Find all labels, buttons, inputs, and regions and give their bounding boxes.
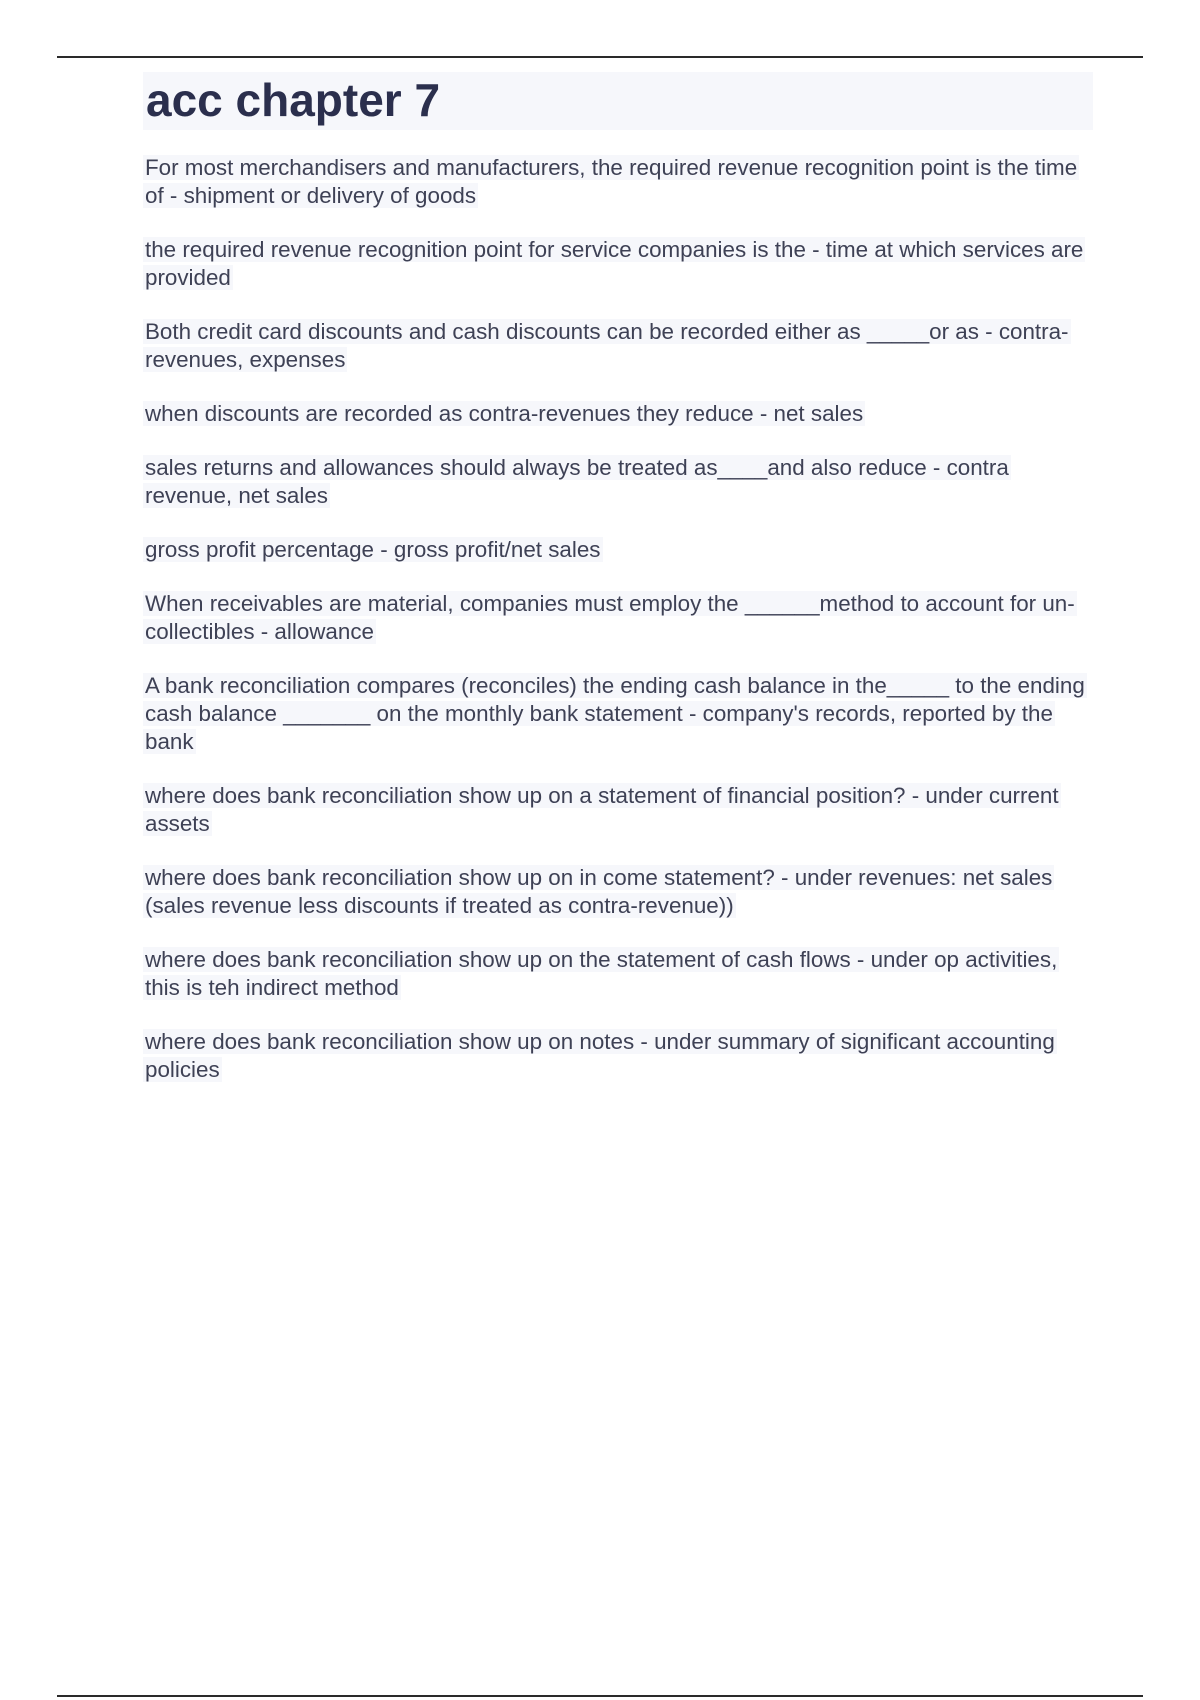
- flashcard: [143, 946, 1093, 1002]
- flashcard-text: when discounts are recorded as contra-revenues they reduce - net sales: [145, 401, 864, 426]
- flashcard: [143, 1028, 1093, 1084]
- flashcard-text: where does bank reconciliation show up on a statement of financial position? - under current assets: [145, 783, 1059, 836]
- flashcard-text: For most merchandisers and manufacturers, the required revenue recognition point is the time of - shipment or delivery of goods: [145, 155, 1078, 208]
- flashcard: [143, 318, 1093, 374]
- document-body: [143, 72, 1093, 1110]
- flashcard-text: where does bank reconciliation show up on notes - under summary of significant accounting policies: [145, 1029, 1055, 1082]
- flashcard: [143, 154, 1093, 210]
- flashcard-text: the required revenue recognition point for service companies is the - time at which services are provided: [145, 237, 1084, 290]
- top-rule: [57, 56, 1143, 58]
- flashcard: [143, 782, 1093, 838]
- flashcard-text: where does bank reconciliation show up on the statement of cash flows - under op activities, this is teh indirect method: [145, 947, 1058, 1000]
- flashcard-text: gross profit percentage - gross profit/net sales: [145, 537, 601, 562]
- bottom-rule: [57, 1695, 1143, 1697]
- page-title: acc chapter 7: [146, 74, 441, 126]
- flashcard-text: When receivables are material, companies must employ the ______method to account for un-collectibles - allowance: [145, 591, 1075, 644]
- flashcard: [143, 864, 1093, 920]
- title-bar: [143, 72, 1093, 130]
- flashcard-text: A bank reconciliation compares (reconciles) the ending cash balance in the_____ to the ending cash balance _______ on the monthly bank statement - company's records, reported by the bank: [145, 673, 1085, 754]
- flashcard: [143, 536, 1093, 564]
- flashcard-text: sales returns and allowances should always be treated as____and also reduce - contra revenue, net sales: [145, 455, 1009, 508]
- flashcard-text: where does bank reconciliation show up on in come statement? - under revenues: net sales (sales revenue less discounts if treated as contra-revenue)): [145, 865, 1053, 918]
- flashcard: [143, 672, 1093, 756]
- flashcard-text: Both credit card discounts and cash discounts can be recorded either as _____or as - contra-revenues, expenses: [145, 319, 1069, 372]
- flashcard: [143, 236, 1093, 292]
- flashcard: [143, 400, 1093, 428]
- flashcard: [143, 454, 1093, 510]
- flashcard: [143, 590, 1093, 646]
